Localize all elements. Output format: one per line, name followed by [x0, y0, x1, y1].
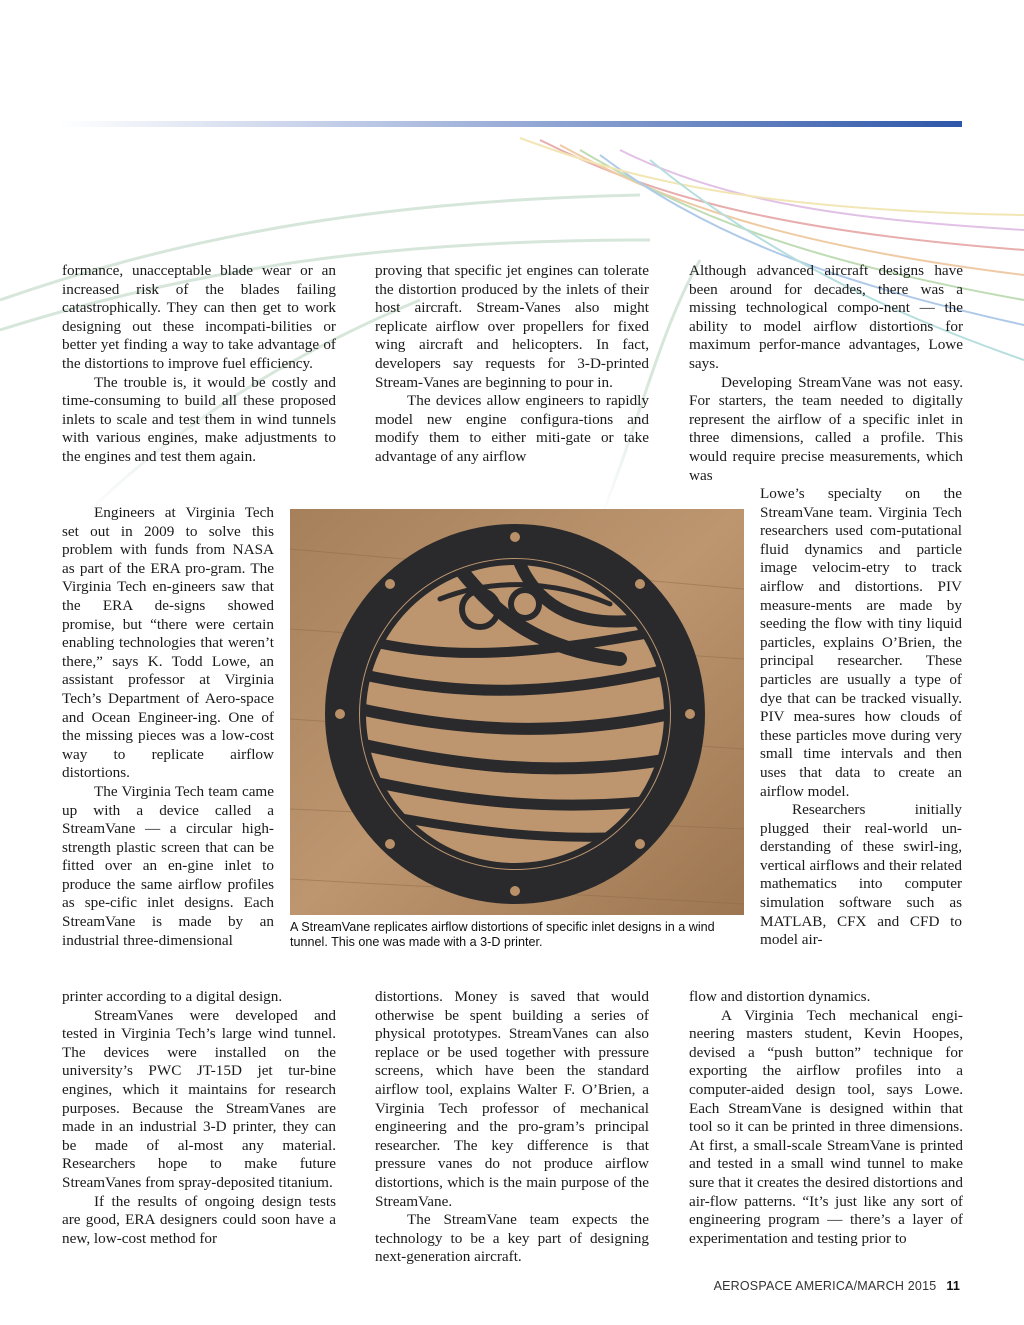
column-2-bottom	[375, 988, 649, 1267]
paragraph: If the results of ongoing design tests are good, ERA designers could soon have a new, low-cost method for	[62, 1192, 336, 1247]
page-number: 11	[946, 1279, 960, 1293]
column-3-bottom	[689, 988, 963, 1248]
column-1-wrap	[62, 504, 274, 950]
paragraph: A Virginia Tech mechanical engi-neering masters student, Kevin Hoopes, devised a “push button” technique for exporting the airflow profiles into a computer-aided design tool, says Lowe. Each StreamVane is designed within that tool so it can be printed in three dimensions. At first, a small-scale StreamVane is printed and tested in a small wind tunnel to make sure that it creates the desired distortions and air-flow patterns. “It’s just like any sort of engineering program — there’s a layer of experimentation and testing prior to	[689, 1006, 963, 1247]
column-1-bottom	[62, 988, 336, 1248]
header-rule	[60, 121, 962, 127]
paragraph: The trouble is, it would be costly and time-consuming to build all these proposed inlets to scale and test them in wind tunnels with various engines, make adjustments to the engines and test them again.	[62, 373, 336, 465]
paragraph: distortions. Money is saved that would otherwise be spent building a series of physical prototypes. StreamVanes can also replace or be used together with pressure screens, which have been the standard airflow tool, explains Walter F. O’Brien, a Virginia Tech professor of mechanical engineering and the pro-gram’s principal researcher. The key difference is that pressure vanes do not produce airflow distortions, which is the main purpose of the StreamVane.	[375, 988, 649, 1210]
paragraph: proving that specific jet engines can tolerate the distortion produced by the inlets of their host aircraft. Stream-Vanes also might replicate airflow over propellers for fixed wing aircraft and helicopters. In fact, developers say requests for 3-D-printed Stream-Vanes are beginning to pour in.	[375, 262, 649, 391]
paragraph: printer according to a digital design.	[62, 988, 283, 1005]
paragraph: Engineers at Virginia Tech set out in 2009 to solve this problem with funds from NASA as part of the ERA pro-gram. The Virginia Tech en-gineers saw that the ERA de-signs showed promise, but “there were certain enabling technologies that weren’t there,” says K. Todd Lowe, an assistant professor at Virginia Tech’s Department of Aero-space and Ocean Engineer-ing. One of the missing pieces was a low-cost way to replicate airflow distortions.	[62, 504, 274, 782]
paragraph: StreamVanes were developed and tested in Virginia Tech’s large wind tunnel. The devices were installed on the university’s PWC JT-15D jet tur-bine engines, which it maintains for research purposes. Because the StreamVanes are made in an industrial 3-D printer, they can be made of al-most any material. Researchers hope to make future StreamVanes from spray-deposited titanium.	[62, 1006, 336, 1191]
column-2-top	[375, 262, 649, 467]
paragraph: The Virginia Tech team came up with a device called a StreamVane — a circular high-strength plastic screen that can be fitted over an en-gine inlet to produce the same airflow profiles as spe-cific inlet designs. Each StreamVane is made by an industrial three-dimensional	[62, 782, 274, 949]
paragraph: Developing StreamVane was not easy. For starters, the team needed to digitally represent the airflow of a specific inlet in three dimensions, called a profile. This would require precise measurements, which was	[689, 373, 963, 484]
publication-name: AEROSPACE AMERICA/MARCH 2015	[713, 1279, 937, 1293]
column-3-wrap	[760, 485, 962, 950]
column-3-top	[689, 262, 963, 485]
paragraph: Although advanced aircraft designs have been around for decades, there was a missing technological compo-nent — the ability to model airflow distortions for maximum perfor-mance advantages, Lowe says.	[689, 262, 963, 372]
paragraph: The StreamVane team expects the technology to be a key part of designing next-generation aircraft.	[375, 1211, 649, 1266]
paragraph: formance, unacceptable blade wear or an increased risk of the blades failing catastrophically. They can then get to work designing out these incompati-bilities or better yet finding a way to take advantage of the distortions to improve fuel efficiency.	[62, 262, 336, 372]
paragraph: Lowe’s specialty on the StreamVane team. Virginia Tech researchers used com-putational fluid dynamics and particle image velocim-etry to track airflow and distortions. PIV measure-ments are made by seeding the flow with tiny liquid particles, explains O’Brien, the principal researcher. These particles are usually a type of dye that can be tracked visually. PIV mea-sures how clouds of these particles move during very small time intervals and then uses that data to create an airflow model.	[760, 485, 962, 800]
photo-caption: A StreamVane replicates airflow distortions of specific inlet designs in a wind tunnel. This one was made with a 3-D printer.	[290, 920, 715, 950]
paragraph: flow and distortion dynamics.	[689, 988, 871, 1005]
streamvane-photo	[290, 509, 744, 915]
paragraph: The devices allow engineers to rapidly model new engine configura-tions and modify them to either miti-gate or take advantage of any airflow	[375, 392, 649, 465]
page-footer	[714, 1279, 960, 1293]
paragraph: Researchers initially plugged their real-world un-derstanding of these swirl-ing, vertical airflows and their related mathematics into computer simulation software such as MATLAB, CFX and CFD to model air-	[760, 801, 962, 949]
column-1-top	[62, 262, 336, 467]
